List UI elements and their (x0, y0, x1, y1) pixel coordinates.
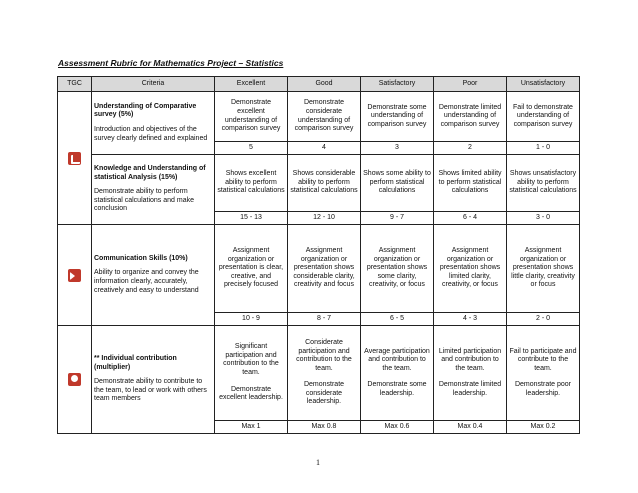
level-leadership-text: Demonstrate poor leadership. (514, 381, 572, 397)
score-good: 8 - 7 (288, 313, 361, 326)
criterion-row-individual-contribution (58, 326, 580, 421)
presentation-chart-icon (68, 152, 81, 165)
level-good (288, 326, 361, 421)
score-excellent: Max 1 (215, 421, 288, 434)
criterion-row-comparative-survey (58, 92, 580, 142)
level-excellent: Shows excellent ability to perform statistical calculations (215, 155, 288, 212)
score-unsatisfactory: 3 - 0 (507, 212, 580, 225)
criteria-cell (92, 326, 215, 434)
header-tgc: TGC (58, 77, 92, 92)
criteria-cell (92, 155, 215, 225)
tgc-cell (58, 326, 92, 434)
level-leadership-text: Demonstrate limited leadership. (438, 381, 502, 397)
level-satisfactory (361, 326, 434, 421)
level-leadership-text: Demonstrate excellent leadership. (219, 385, 283, 402)
header-good: Good (288, 77, 361, 92)
tgc-cell (58, 92, 92, 225)
tgc-cell (58, 225, 92, 326)
level-satisfactory: Shows some ability to perform statistical calculations (361, 155, 434, 212)
score-satisfactory: 9 - 7 (361, 212, 434, 225)
score-excellent: 5 (215, 142, 288, 155)
score-excellent: 15 - 13 (215, 212, 288, 225)
score-unsatisfactory: 2 - 0 (507, 313, 580, 326)
score-satisfactory: 3 (361, 142, 434, 155)
level-participation-text: Limited participation and contribution to the team. (438, 347, 502, 372)
level-participation-text: Fail to participate and contribute to the team. (509, 347, 577, 372)
score-poor: Max 0.4 (434, 421, 507, 434)
level-good: Assignment organization or presentation shows considerable clarity, creativity and focus (288, 225, 361, 313)
level-participation-text: Average participation and contribution to the team. (364, 347, 430, 372)
teamwork-people-icon (68, 373, 81, 386)
document-title: Assessment Rubric for Mathematics Project – Statistics (58, 58, 284, 68)
level-poor: Shows limited ability to perform statistical calculations (434, 155, 507, 212)
level-participation-text: Significant participation and contribution to the team. (223, 343, 279, 376)
page-number: 1 (316, 458, 320, 467)
header-satisfactory: Satisfactory (361, 77, 434, 92)
level-unsatisfactory: Assignment organization or presentation shows little clarity, creativity or focus (507, 225, 580, 313)
level-unsatisfactory (507, 326, 580, 421)
criterion-detail: Demonstrate ability to perform statistical calculations and make conclusion (94, 188, 194, 213)
level-excellent: Demonstrate excellent understanding of comparison survey (215, 92, 288, 142)
criteria-cell (92, 225, 215, 326)
criterion-heading: Understanding of Comparative survey (5%) (94, 102, 197, 119)
level-excellent (215, 326, 288, 421)
score-unsatisfactory: 1 - 0 (507, 142, 580, 155)
score-satisfactory: Max 0.6 (361, 421, 434, 434)
header-unsatisfactory: Unsatisfactory (507, 77, 580, 92)
level-leadership-text: Demonstrate some leadership. (367, 381, 427, 397)
assessment-rubric-table (57, 76, 580, 434)
score-good: 12 - 10 (288, 212, 361, 225)
criterion-row-statistical-analysis (58, 155, 580, 212)
level-unsatisfactory: Shows unsatisfactory ability to perform statistical calculations (507, 155, 580, 212)
communication-arrows-icon (68, 269, 81, 282)
criterion-detail: Ability to organize and convey the information clearly, accurately, creatively and easy to understand (94, 269, 199, 294)
score-poor: 4 - 3 (434, 313, 507, 326)
level-poor (434, 326, 507, 421)
criterion-heading: Knowledge and Understanding of statistical Analysis (15%) (94, 165, 206, 181)
level-poor: Demonstrate limited understanding of comparison survey (434, 92, 507, 142)
level-excellent: Assignment organization or presentation is clear, creative, and precisely focused (215, 225, 288, 313)
level-satisfactory: Assignment organization or presentation shows some clarity, creativity, or focus (361, 225, 434, 313)
criterion-detail: Introduction and objectives of the survey clearly defined and explained (94, 126, 208, 142)
level-poor: Assignment organization or presentation shows limited clarity, creativity, or focus (434, 225, 507, 313)
score-poor: 6 - 4 (434, 212, 507, 225)
score-unsatisfactory: Max 0.2 (507, 421, 580, 434)
criterion-heading: ** Individual contribution (multiplier) (94, 355, 177, 371)
header-criteria: Criteria (92, 77, 215, 92)
criterion-detail: Demonstrate ability to contribute to the team, to lead or work with others team members (94, 378, 207, 403)
header-poor: Poor (434, 77, 507, 92)
header-row (58, 77, 580, 92)
score-excellent: 10 - 9 (215, 313, 288, 326)
level-good: Demonstrate considerate understanding of comparison survey (288, 92, 361, 142)
level-satisfactory: Demonstrate some understanding of comparison survey (361, 92, 434, 142)
level-participation-text: Considerate participation and contribution to the team. (296, 339, 352, 372)
header-excellent: Excellent (215, 77, 288, 92)
criteria-cell (92, 92, 215, 155)
score-satisfactory: 6 - 5 (361, 313, 434, 326)
score-good: 4 (288, 142, 361, 155)
level-unsatisfactory: Fail to demonstrate understanding of comparison survey (507, 92, 580, 142)
level-leadership-text: Demonstrate considerate leadership. (303, 381, 345, 406)
score-poor: 2 (434, 142, 507, 155)
score-good: Max 0.8 (288, 421, 361, 434)
level-good: Shows considerable ability to perform statistical calculations (288, 155, 361, 212)
criterion-row-communication-skills (58, 225, 580, 313)
criterion-heading: Communication Skills (10%) (94, 254, 188, 262)
